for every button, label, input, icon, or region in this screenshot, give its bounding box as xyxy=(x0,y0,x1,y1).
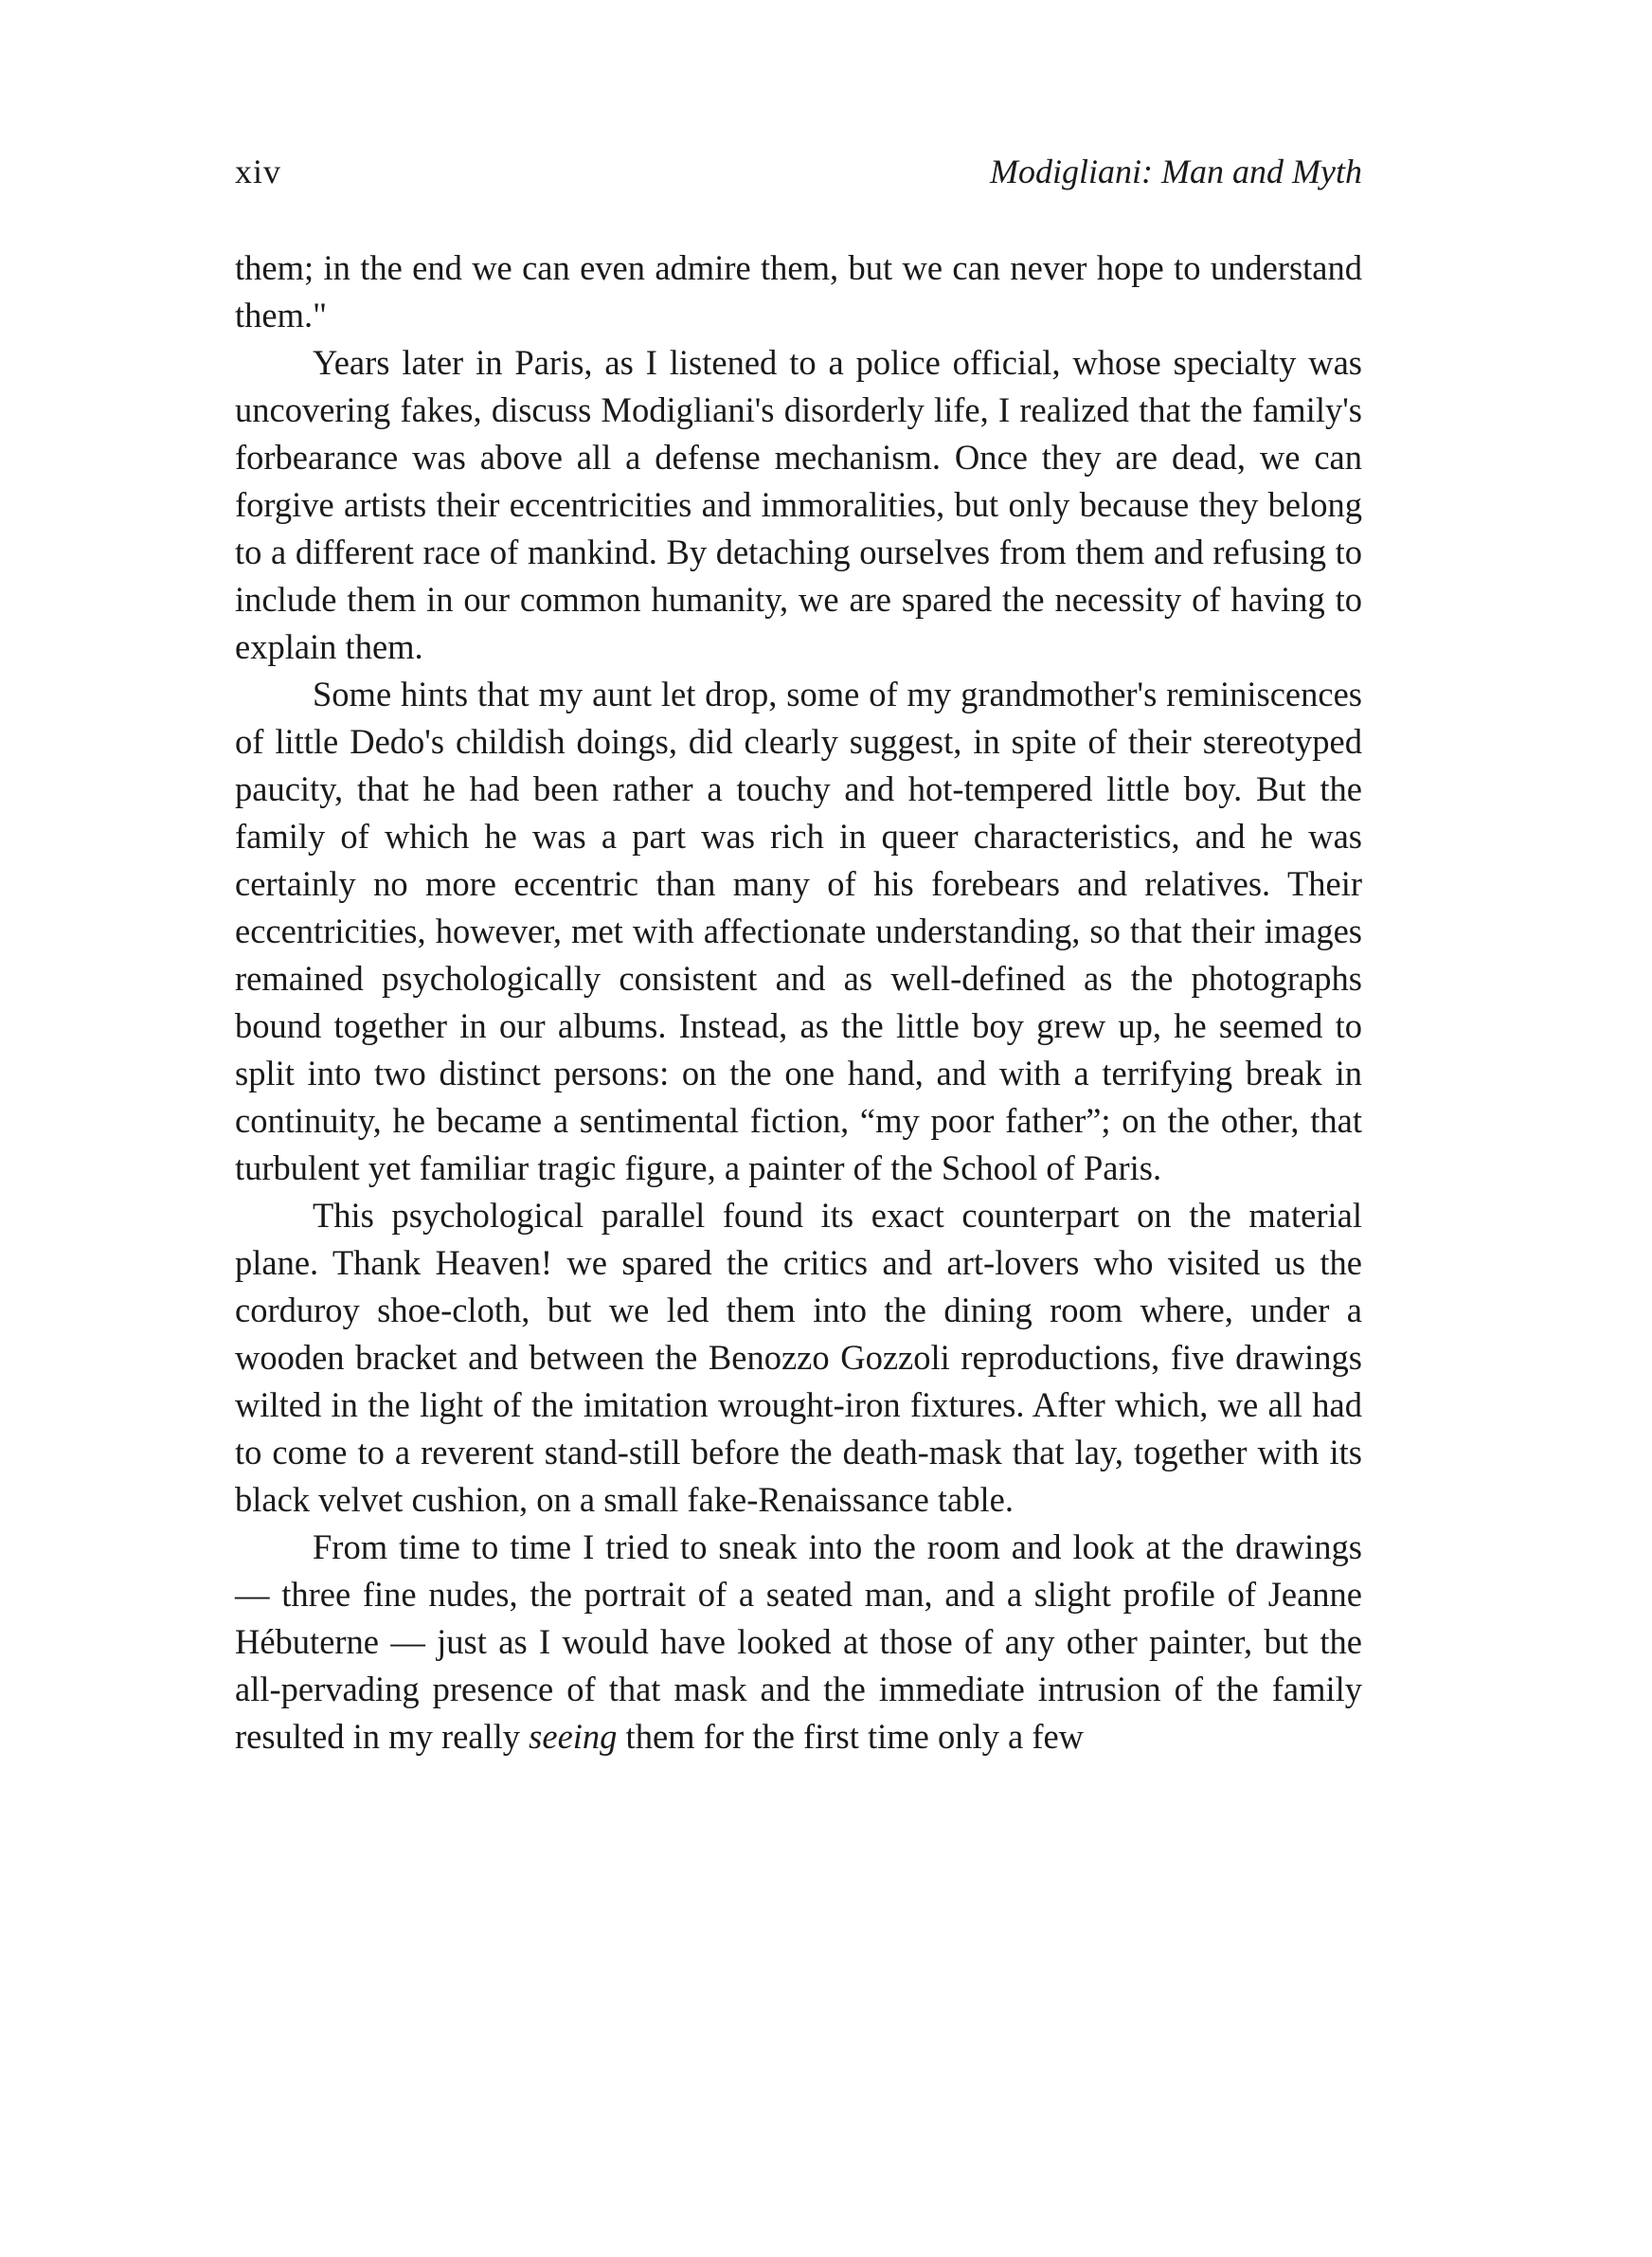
paragraph-4: This psychological parallel found its exact counterpart on the material plane. Thank Heaven! we spared the critics and art-lovers who visited us the corduroy shoe-cloth, but we led them into the dining room where, under a wooden bracket and between the Benozzo Gozzoli reproductions, five drawings wilted in the light of the imitation wrought-iron fixtures. After which, we all had to come to a reverent stand-still before the death-mask that lay, together with its black velvet cushion, on a small fake-Renaissance table. xyxy=(235,1196,1362,1519)
book-page xyxy=(235,152,1362,1760)
paragraph-1: them; in the end we can even admire them, but we can never hope to understand them." xyxy=(235,248,1362,334)
paragraph-5-emphasis: seeing xyxy=(529,1717,618,1756)
paragraph-2: Years later in Paris, as I listened to a police official, whose specialty was uncovering fakes, discuss Modigliani's disorderly life, I realized that the family's forbearance was above all a defense mechanism. Once they are dead, we can forgive artists their eccentricities and immoralities, but only because they belong to a different race of mankind. By detaching ourselves from them and refusing to include them in our common humanity, we are spared the necessity of having to explain them. xyxy=(235,343,1362,666)
body-text xyxy=(235,244,1362,1760)
page-number: xiv xyxy=(235,153,282,190)
book-title: Modigliani: Man and Myth xyxy=(990,153,1362,190)
paragraph-5-text-before: From time to time I tried to sneak into the room and look at the drawings — three fine nudes, the portrait of a seated man, and a slight profile of Jeanne Hébuterne — just as I would have looked at those of any other painter, but the all-pervading presence of that mask and the immediate intrusion of the family resulted in my really xyxy=(235,1527,1362,1756)
paragraph-5-text-after: them for the first time only a few xyxy=(617,1717,1085,1756)
paragraph-3: Some hints that my aunt let drop, some of my grandmother's reminiscences of little Dedo's childish doings, did clearly suggest, in spite of their stereotyped paucity, that he had been rather a touchy and hot-tempered little boy. But the family of which he was a part was rich in queer characteristics, and he was certainly no more eccentric than many of his forebears and relatives. Their eccentricities, however, met with affectionate understanding, so that their images remained psychologically consistent and as well-defined as the photographs bound together in our albums. Instead, as the little boy grew up, he seemed to split into two distinct persons: on the one hand, and with a terrifying break in continuity, he became a sentimental fiction, “my poor father”; on the other, that turbulent yet familiar tragic figure, a painter of the School of Paris. xyxy=(235,675,1362,1187)
paragraph-5 xyxy=(235,1524,1362,1760)
running-head xyxy=(235,152,1362,208)
